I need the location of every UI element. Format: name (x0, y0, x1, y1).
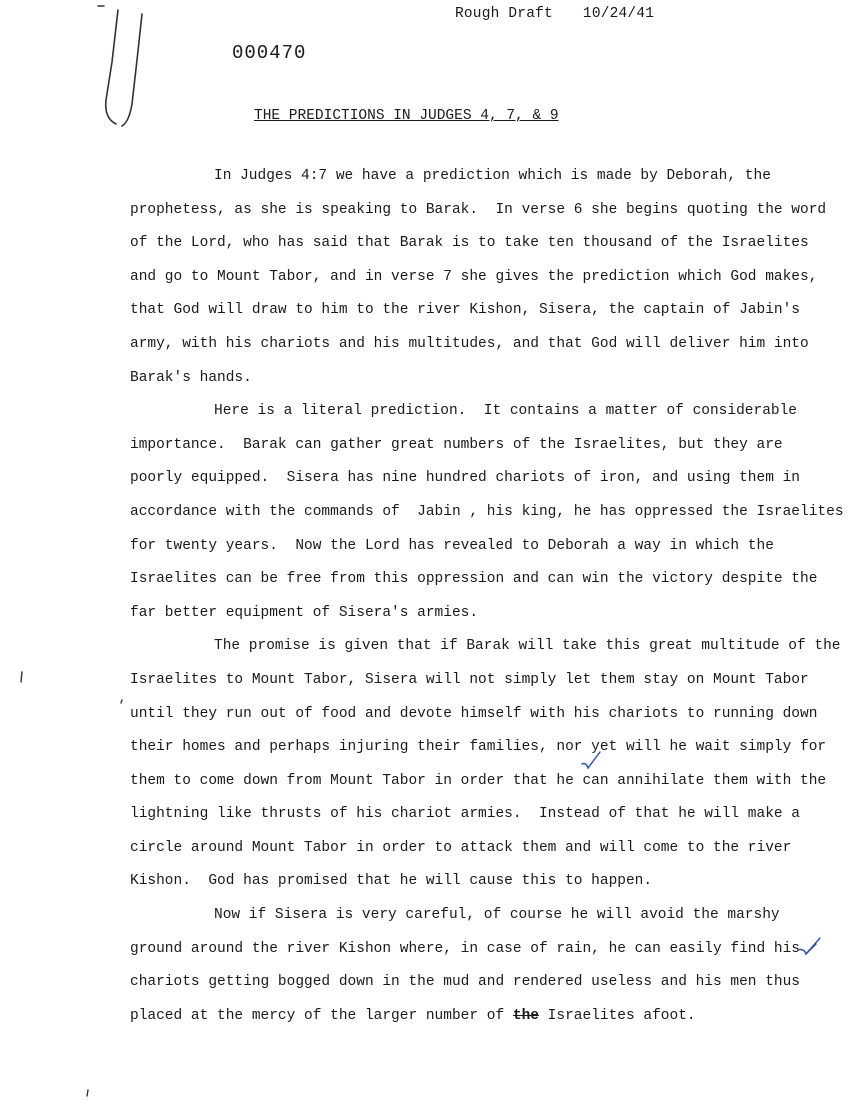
text-line: prophetess, as she is speaking to Barak. In verse 6 she begins quoting the word (130, 201, 827, 218)
text-line: that God will draw to him to the river Kishon, Sisera, the captain of Jabin's (130, 302, 801, 319)
text-line: Barak's hands. (130, 369, 252, 386)
text-line: until they run out of food and devote himself with his chariots to running down (130, 705, 818, 722)
check-mark-icon (582, 752, 600, 768)
text-line: chariots getting bogged down in the mud and rendered useless and his men thus (130, 974, 801, 991)
text-line: importance. Barak can gather great numbers of the Israelites, but they are (130, 436, 783, 453)
text-line: Kishon. God has promised that he will cause this to happen. (130, 873, 653, 890)
text-line: circle around Mount Tabor in order to attack them and will come to the river (130, 839, 792, 856)
draft-status: Rough Draft (455, 6, 553, 22)
struck-word: the (512, 1007, 539, 1024)
final-line-before: placed at the mercy of the larger number of (130, 1007, 513, 1024)
text-line: their homes and perhaps injuring their families, nor yet will he wait simply for (130, 739, 827, 756)
draft-date: 10/24/41 (582, 6, 655, 22)
text-line: The promise is given that if Barak will take this great multitude of the (214, 638, 841, 655)
text-line: army, with his chariots and his multitudes, and that God will deliver him into (130, 335, 809, 352)
text-line: accordance with the commands of Jabin , his king, he has oppressed the Israelites (130, 503, 844, 520)
margin-tick-mark (21, 672, 122, 1096)
page-title: THE PREDICTIONS IN JUDGES 4, 7, & 9 (254, 108, 559, 124)
final-line-after: Israelites afoot. (538, 1007, 696, 1024)
text-line: poorly equipped. Sisera has nine hundred chariots of iron, and using them in (130, 470, 801, 487)
text-line: Israelites can be free from this oppression and can win the victory despite the (130, 571, 818, 588)
text-line: for twenty years. Now the Lord has revealed to Deborah a way in which the (130, 537, 774, 554)
text-line: of the Lord, who has said that Barak is to take ten thousand of the Israelites (130, 235, 809, 252)
text-line: Now if Sisera is very careful, of course he will avoid the marshy (214, 907, 780, 924)
check-mark-icon (798, 938, 820, 954)
text-line: far better equipment of Sisera's armies. (130, 604, 479, 621)
handwritten-bracket-icon (98, 6, 142, 126)
text-line: In Judges 4:7 we have a prediction which is made by Deborah, the (214, 168, 771, 184)
text-line: lightning like thrusts of his chariot armies. Instead of that he will make a (130, 806, 801, 823)
text-line: them to come down from Mount Tabor in order that he can annihilate them with the (130, 772, 827, 789)
text-line: Israelites to Mount Tabor, Sisera will not simply let them stay on Mount Tabor (130, 671, 809, 688)
document-number: 000470 (232, 42, 307, 64)
text-line: Here is a literal prediction. It contains a matter of considerable (214, 403, 797, 420)
text-line: ground around the river Kishon where, in case of rain, he can easily find his (130, 940, 801, 957)
text-line: and go to Mount Tabor, and in verse 7 she gives the prediction which God makes, (130, 268, 818, 285)
